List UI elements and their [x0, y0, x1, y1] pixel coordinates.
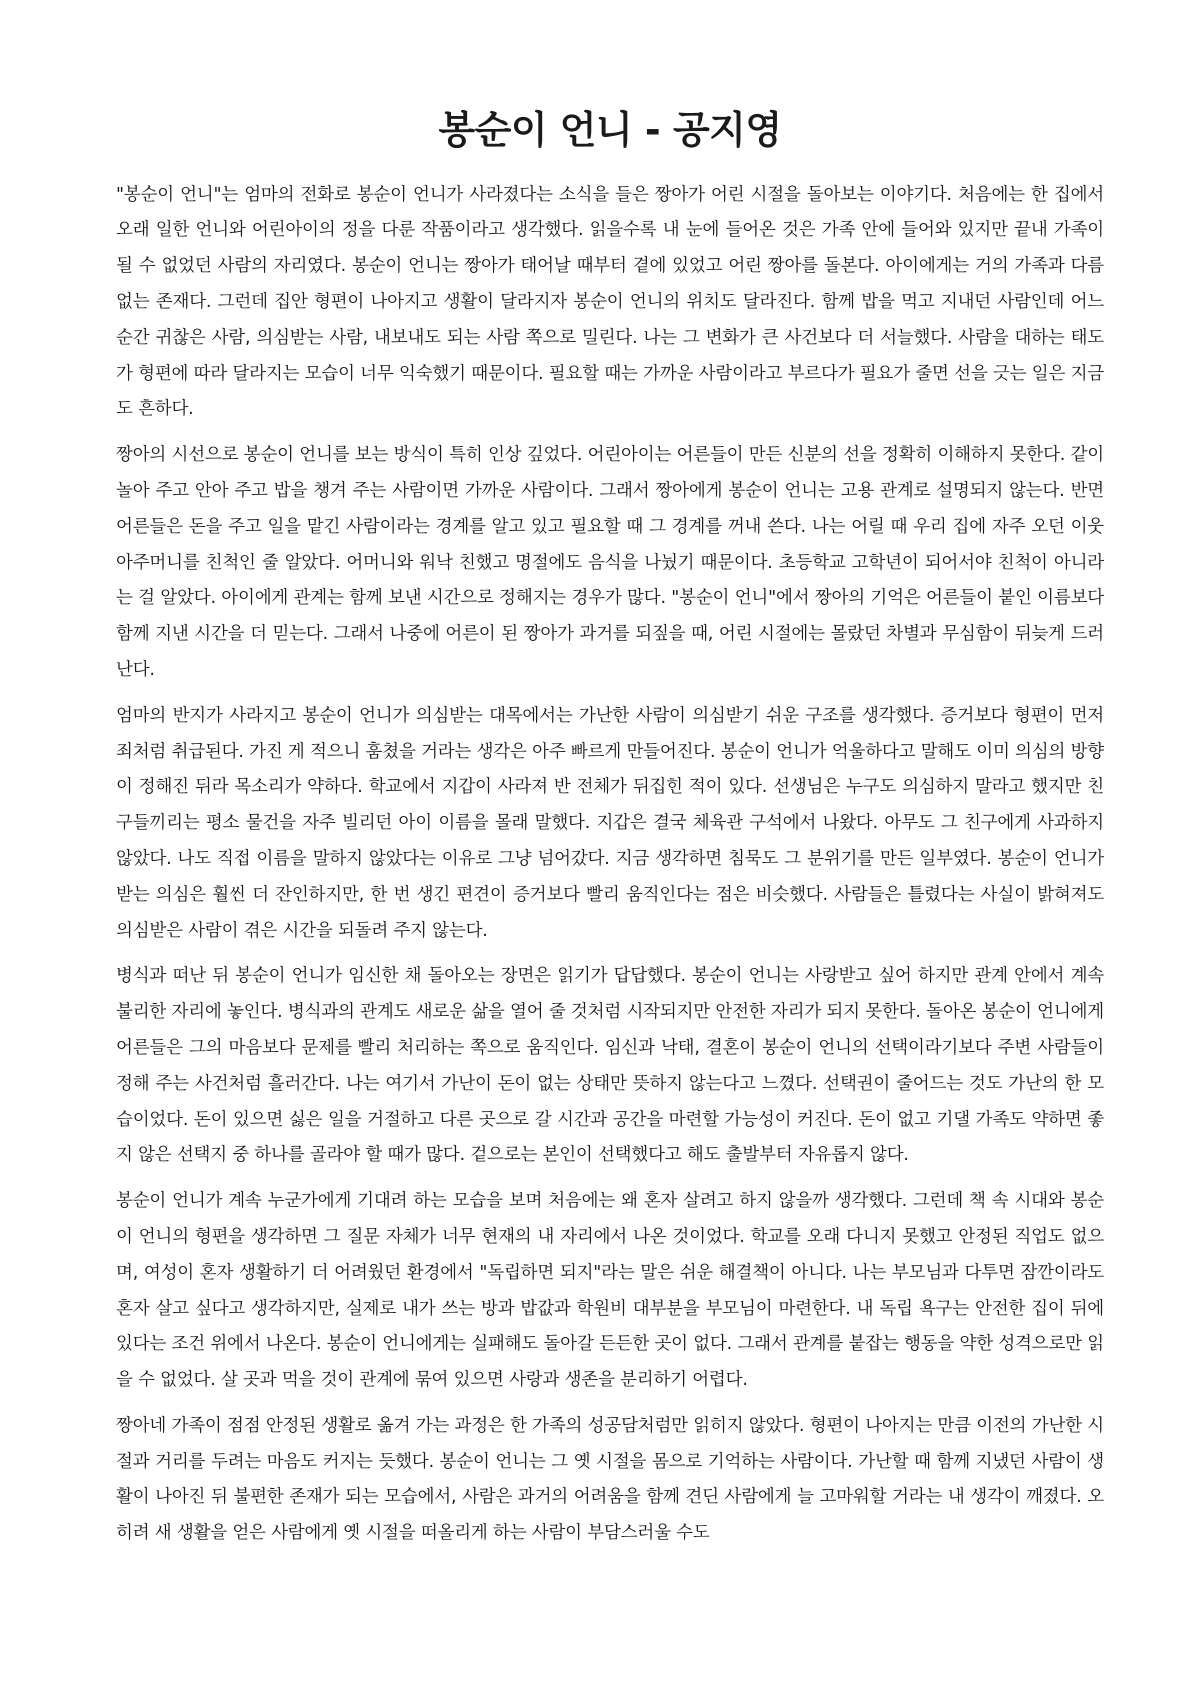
essay-paragraph-6: 짱아네 가족이 점점 안정된 생활로 옮겨 가는 과정은 한 가족의 성공담처럼만 읽히지 않았다. 형편이 나아지는 만큼 이전의 가난한 시절과 거리를 두려는 마음도 커지는 듯했다. 봉순이 언니는 그 옛 시절을 몸으로 기억하는 사람이다. 가난할 때 함께 지냈던 사람이 생활이 나아진 뒤 불편한 존재가 되는 모습에서, 사람은 과거의 어려움을 함께 견딘 사람에게 늘 고마워할 거라는 내 생각이 깨졌다. 오히려 새 생활을 얻은 사람에게 옛 시절을 떠올리게 하는 사람이 부담스러울 수도 [116, 1415, 1104, 1544]
essay-paragraph-1: "봉순이 언니"는 엄마의 전화로 봉순이 언니가 사라졌다는 소식을 들은 짱아가 어린 시절을 돌아보는 이야기다. 처음에는 한 집에서 오래 일한 언니와 어린아이의 정을 다룬 작품이라고 생각했다. 읽을수록 내 눈에 들어온 것은 가족 안에 들어와 있지만 끝내 가족이 될 수 없었던 사람의 자리였다. 봉순이 언니는 짱아가 태어날 때부터 곁에 있었고 어린 짱아를 돌본다. 아이에게는 거의 가족과 다름없는 존재다. 그런데 집안 형편이 나아지고 생활이 달라지자 봉순이 언니의 위치도 달라진다. 함께 밥을 먹고 지내던 사람인데 어느 순간 귀찮은 사람, 의심받는 사람, 내보내도 되는 사람 쪽으로 밀린다. 나는 그 변화가 큰 사건보다 더 서늘했다. 사람을 대하는 태도가 형편에 따라 달라지는 모습이 너무 익숙했기 때문이다. 필요할 때는 가까운 사람이라고 부르다가 필요가 줄면 선을 긋는 일은 지금도 흔하다. [116, 184, 1104, 420]
essay-paragraph-2: 짱아의 시선으로 봉순이 언니를 보는 방식이 특히 인상 깊었다. 어린아이는 어른들이 만든 신분의 선을 정확히 이해하지 못한다. 같이 놀아 주고 안아 주고 밥을 챙겨 주는 사람이면 가까운 사람이다. 그래서 짱아에게 봉순이 언니는 고용 관계로 설명되지 않는다. 반면 어른들은 돈을 주고 일을 맡긴 사람이라는 경계를 알고 있고 필요할 때 그 경계를 꺼내 쓴다. 나는 어릴 때 우리 집에 자주 오던 이웃 아주머니를 친척인 줄 알았다. 어머니와 워낙 친했고 명절에도 음식을 나눴기 때문이다. 초등학교 고학년이 되어서야 친척이 아니라는 걸 알았다. 아이에게 관계는 함께 보낸 시간으로 정해지는 경우가 많다. "봉순이 언니"에서 짱아의 기억은 어른들이 붙인 이름보다 함께 지낸 시간을 더 믿는다. 그래서 나중에 어른이 된 짱아가 과거를 되짚을 때, 어린 시절에는 몰랐던 차별과 무심함이 뒤늦게 드러난다. [116, 445, 1104, 680]
document-title: 봉순이 언니 - 공지영 [438, 108, 782, 152]
essay-paragraph-3: 엄마의 반지가 사라지고 봉순이 언니가 의심받는 대목에서는 가난한 사람이 의심받기 쉬운 구조를 생각했다. 증거보다 형편이 먼저 죄처럼 취급된다. 가진 게 적으니 훔쳤을 거라는 생각은 아주 빠르게 만들어진다. 봉순이 언니가 억울하다고 말해도 이미 의심의 방향이 정해진 뒤라 목소리가 약하다. 학교에서 지갑이 사라져 반 전체가 뒤집힌 적이 있다. 선생님은 누구도 의심하지 말라고 했지만 친구들끼리는 평소 물건을 자주 빌리던 아이 이름을 몰래 말했다. 지갑은 결국 체육관 구석에서 나왔다. 아무도 그 친구에게 사과하지 않았다. 나도 직접 이름을 말하지 않았다는 이유로 그냥 넘어갔다. 지금 생각하면 침묵도 그 분위기를 만든 일부였다. 봉순이 언니가 받는 의심은 훨씬 더 잔인하지만, 한 번 생긴 편견이 증거보다 빨리 움직인다는 점은 비슷했다. 사람들은 틀렸다는 사실이 밝혀져도 의심받은 사람이 겪은 시간을 되돌려 주지 않는다. [116, 705, 1104, 941]
essay-paragraph-5: 봉순이 언니가 계속 누군가에게 기대려 하는 모습을 보며 처음에는 왜 혼자 살려고 하지 않을까 생각했다. 그런데 책 속 시대와 봉순이 언니의 형편을 생각하면 그 질문 자체가 너무 현재의 내 자리에서 나온 것이었다. 학교를 오래 다니지 못했고 안정된 직업도 없으며, 여성이 혼자 생활하기 더 어려웠던 환경에서 "독립하면 되지"라는 말은 쉬운 해결책이 아니다. 나는 부모님과 다투면 잠깐이라도 혼자 살고 싶다고 생각하지만, 실제로 내가 쓰는 방과 밥값과 학원비 대부분을 부모님이 마련한다. 내 독립 욕구는 안전한 집이 뒤에 있다는 조건 위에서 나온다. 봉순이 언니에게는 실패해도 돌아갈 든든한 곳이 없다. 그래서 관계를 붙잡는 행동을 약한 성격으로만 읽을 수 없었다. 살 곳과 먹을 것이 관계에 묶여 있으면 사랑과 생존을 분리하기 어렵다. [116, 1191, 1104, 1391]
essay-paragraph-4: 병식과 떠난 뒤 봉순이 언니가 임신한 채 돌아오는 장면은 읽기가 답답했다. 봉순이 언니는 사랑받고 싶어 하지만 관계 안에서 계속 불리한 자리에 놓인다. 병식과의 관계도 새로운 삶을 열어 줄 것처럼 시작되지만 안전한 자리가 되지 못한다. 돌아온 봉순이 언니에게 어른들은 그의 마음보다 문제를 빨리 처리하는 쪽으로 움직인다. 임신과 낙태, 결혼이 봉순이 언니의 선택이라기보다 주변 사람들이 정해 주는 사건처럼 흘러간다. 나는 여기서 가난이 돈이 없는 상태만 뜻하지 않는다고 느꼈다. 선택권이 줄어드는 것도 가난의 한 모습이었다. 돈이 있으면 싫은 일을 거절하고 다른 곳으로 갈 시간과 공간을 마련할 가능성이 커진다. 돈이 없고 기댈 가족도 약하면 좋지 않은 선택지 중 하나를 골라야 할 때가 많다. 겉으로는 본인이 선택했다고 해도 출발부터 자유롭지 않다. [116, 966, 1104, 1166]
